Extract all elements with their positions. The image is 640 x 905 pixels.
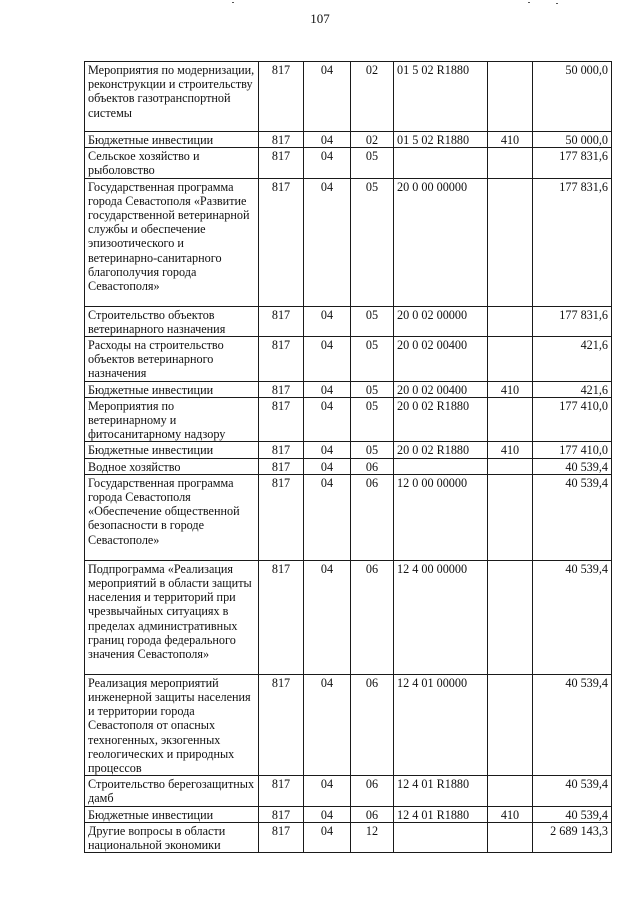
ministry-code-cell: 817 bbox=[259, 148, 304, 178]
target-article-cell: 12 4 01 R1880 bbox=[394, 806, 488, 822]
amount-cell: 40 539,4 bbox=[533, 458, 612, 474]
table-row bbox=[85, 306, 612, 336]
amount-cell: 177 410,0 bbox=[533, 397, 612, 442]
target-article-cell: 12 0 00 00000 bbox=[394, 474, 488, 560]
target-article-cell: 12 4 00 00000 bbox=[394, 560, 488, 674]
expense-name-cell: Мероприятия по ветеринарному и фитосанитарному надзору bbox=[85, 397, 259, 442]
expense-name-cell: Сельское хозяйство и рыболовство bbox=[85, 148, 259, 178]
ministry-code-cell: 817 bbox=[259, 381, 304, 397]
amount-cell: 421,6 bbox=[533, 381, 612, 397]
ministry-code-cell: 817 bbox=[259, 132, 304, 148]
ministry-code-cell: 817 bbox=[259, 474, 304, 560]
subsection-code-cell: 06 bbox=[351, 560, 394, 674]
subsection-code-cell: 06 bbox=[351, 776, 394, 806]
expense-type-cell bbox=[488, 337, 533, 382]
amount-cell: 40 539,4 bbox=[533, 674, 612, 775]
section-code-cell: 04 bbox=[304, 776, 351, 806]
ministry-code-cell: 817 bbox=[259, 337, 304, 382]
target-article-cell: 20 0 02 00000 bbox=[394, 306, 488, 336]
table-row bbox=[85, 178, 612, 306]
expense-type-cell bbox=[488, 178, 533, 306]
expense-type-cell bbox=[488, 306, 533, 336]
table-row bbox=[85, 442, 612, 458]
page-number: 107 bbox=[310, 11, 330, 26]
expense-name-cell: Бюджетные инвестиции bbox=[85, 806, 259, 822]
target-article-cell bbox=[394, 148, 488, 178]
expense-name-cell: Подпрограмма «Реализация мероприятий в области защиты населения и территорий при чрезвычайных ситуациях в пределах административных границ города федерального значения Севастополя» bbox=[85, 560, 259, 674]
expense-type-cell: 410 bbox=[488, 381, 533, 397]
ministry-code-cell: 817 bbox=[259, 178, 304, 306]
section-code-cell: 04 bbox=[304, 806, 351, 822]
target-article-cell: 20 0 02 R1880 bbox=[394, 442, 488, 458]
table-row bbox=[85, 381, 612, 397]
table-row bbox=[85, 822, 612, 852]
ministry-code-cell: 817 bbox=[259, 822, 304, 852]
subsection-code-cell: 02 bbox=[351, 132, 394, 148]
scan-mark bbox=[232, 2, 234, 3]
amount-cell: 40 539,4 bbox=[533, 474, 612, 560]
scan-mark bbox=[528, 2, 530, 3]
table-row bbox=[85, 148, 612, 178]
table-row bbox=[85, 132, 612, 148]
subsection-code-cell: 05 bbox=[351, 148, 394, 178]
target-article-cell bbox=[394, 458, 488, 474]
section-code-cell: 04 bbox=[304, 822, 351, 852]
target-article-cell: 01 5 02 R1880 bbox=[394, 132, 488, 148]
target-article-cell bbox=[394, 822, 488, 852]
section-code-cell: 04 bbox=[304, 397, 351, 442]
subsection-code-cell: 05 bbox=[351, 397, 394, 442]
subsection-code-cell: 06 bbox=[351, 458, 394, 474]
expense-name-cell: Бюджетные инвестиции bbox=[85, 381, 259, 397]
section-code-cell: 04 bbox=[304, 381, 351, 397]
subsection-code-cell: 02 bbox=[351, 62, 394, 132]
subsection-code-cell: 06 bbox=[351, 806, 394, 822]
expense-type-cell bbox=[488, 148, 533, 178]
expense-name-cell: Реализация мероприятий инженерной защиты населения и территории города Севастополя от опасных техногенных, экзогенных геологических и природных процессов bbox=[85, 674, 259, 775]
expense-type-cell bbox=[488, 474, 533, 560]
expense-name-cell: Бюджетные инвестиции bbox=[85, 132, 259, 148]
table-row bbox=[85, 458, 612, 474]
table-row bbox=[85, 560, 612, 674]
budget-table bbox=[84, 61, 612, 853]
expense-type-cell: 410 bbox=[488, 132, 533, 148]
expense-type-cell: 410 bbox=[488, 806, 533, 822]
section-code-cell: 04 bbox=[304, 442, 351, 458]
section-code-cell: 04 bbox=[304, 674, 351, 775]
amount-cell: 40 539,4 bbox=[533, 806, 612, 822]
expense-name-cell: Мероприятия по модернизации, реконструкции и строительству объектов газотранспортной системы bbox=[85, 62, 259, 132]
amount-cell: 177 831,6 bbox=[533, 306, 612, 336]
table-row bbox=[85, 474, 612, 560]
expense-name-cell: Государственная программа города Севастополя «Развитие государственной ветеринарной службы и обеспечение эпизоотического и ветеринарно-санитарного благополучия города Севастополя» bbox=[85, 178, 259, 306]
amount-cell: 50 000,0 bbox=[533, 132, 612, 148]
amount-cell: 40 539,4 bbox=[533, 560, 612, 674]
section-code-cell: 04 bbox=[304, 178, 351, 306]
amount-cell: 50 000,0 bbox=[533, 62, 612, 132]
section-code-cell: 04 bbox=[304, 148, 351, 178]
subsection-code-cell: 05 bbox=[351, 178, 394, 306]
table-row bbox=[85, 337, 612, 382]
ministry-code-cell: 817 bbox=[259, 458, 304, 474]
expense-type-cell bbox=[488, 62, 533, 132]
ministry-code-cell: 817 bbox=[259, 674, 304, 775]
scan-mark bbox=[556, 3, 558, 4]
ministry-code-cell: 817 bbox=[259, 806, 304, 822]
expense-name-cell: Другие вопросы в области национальной экономики bbox=[85, 822, 259, 852]
budget-table-body bbox=[85, 62, 612, 853]
expense-name-cell: Водное хозяйство bbox=[85, 458, 259, 474]
subsection-code-cell: 12 bbox=[351, 822, 394, 852]
subsection-code-cell: 05 bbox=[351, 306, 394, 336]
expense-name-cell: Бюджетные инвестиции bbox=[85, 442, 259, 458]
ministry-code-cell: 817 bbox=[259, 560, 304, 674]
target-article-cell: 12 4 01 R1880 bbox=[394, 776, 488, 806]
ministry-code-cell: 817 bbox=[259, 442, 304, 458]
expense-type-cell bbox=[488, 397, 533, 442]
amount-cell: 421,6 bbox=[533, 337, 612, 382]
target-article-cell: 12 4 01 00000 bbox=[394, 674, 488, 775]
ministry-code-cell: 817 bbox=[259, 306, 304, 336]
section-code-cell: 04 bbox=[304, 132, 351, 148]
ministry-code-cell: 817 bbox=[259, 62, 304, 132]
amount-cell: 177 831,6 bbox=[533, 148, 612, 178]
subsection-code-cell: 05 bbox=[351, 442, 394, 458]
expense-type-cell bbox=[488, 822, 533, 852]
section-code-cell: 04 bbox=[304, 560, 351, 674]
section-code-cell: 04 bbox=[304, 306, 351, 336]
subsection-code-cell: 05 bbox=[351, 381, 394, 397]
expense-type-cell bbox=[488, 674, 533, 775]
expense-type-cell: 410 bbox=[488, 442, 533, 458]
ministry-code-cell: 817 bbox=[259, 397, 304, 442]
table-row bbox=[85, 397, 612, 442]
section-code-cell: 04 bbox=[304, 337, 351, 382]
expense-type-cell bbox=[488, 776, 533, 806]
amount-cell: 177 831,6 bbox=[533, 178, 612, 306]
table-row bbox=[85, 62, 612, 132]
target-article-cell: 20 0 02 00400 bbox=[394, 381, 488, 397]
target-article-cell: 20 0 02 00400 bbox=[394, 337, 488, 382]
target-article-cell: 20 0 02 R1880 bbox=[394, 397, 488, 442]
table-row bbox=[85, 674, 612, 775]
expense-type-cell bbox=[488, 560, 533, 674]
section-code-cell: 04 bbox=[304, 62, 351, 132]
table-row bbox=[85, 806, 612, 822]
subsection-code-cell: 06 bbox=[351, 674, 394, 775]
expense-name-cell: Строительство объектов ветеринарного назначения bbox=[85, 306, 259, 336]
amount-cell: 40 539,4 bbox=[533, 776, 612, 806]
target-article-cell: 20 0 00 00000 bbox=[394, 178, 488, 306]
subsection-code-cell: 05 bbox=[351, 337, 394, 382]
subsection-code-cell: 06 bbox=[351, 474, 394, 560]
amount-cell: 177 410,0 bbox=[533, 442, 612, 458]
table-row bbox=[85, 776, 612, 806]
expense-type-cell bbox=[488, 458, 533, 474]
expense-name-cell: Государственная программа города Севастополя «Обеспечение общественной безопасности в городе Севастополе» bbox=[85, 474, 259, 560]
section-code-cell: 04 bbox=[304, 458, 351, 474]
amount-cell: 2 689 143,3 bbox=[533, 822, 612, 852]
target-article-cell: 01 5 02 R1880 bbox=[394, 62, 488, 132]
section-code-cell: 04 bbox=[304, 474, 351, 560]
expense-name-cell: Расходы на строительство объектов ветеринарного назначения bbox=[85, 337, 259, 382]
expense-name-cell: Строительство берегозащитных дамб bbox=[85, 776, 259, 806]
ministry-code-cell: 817 bbox=[259, 776, 304, 806]
